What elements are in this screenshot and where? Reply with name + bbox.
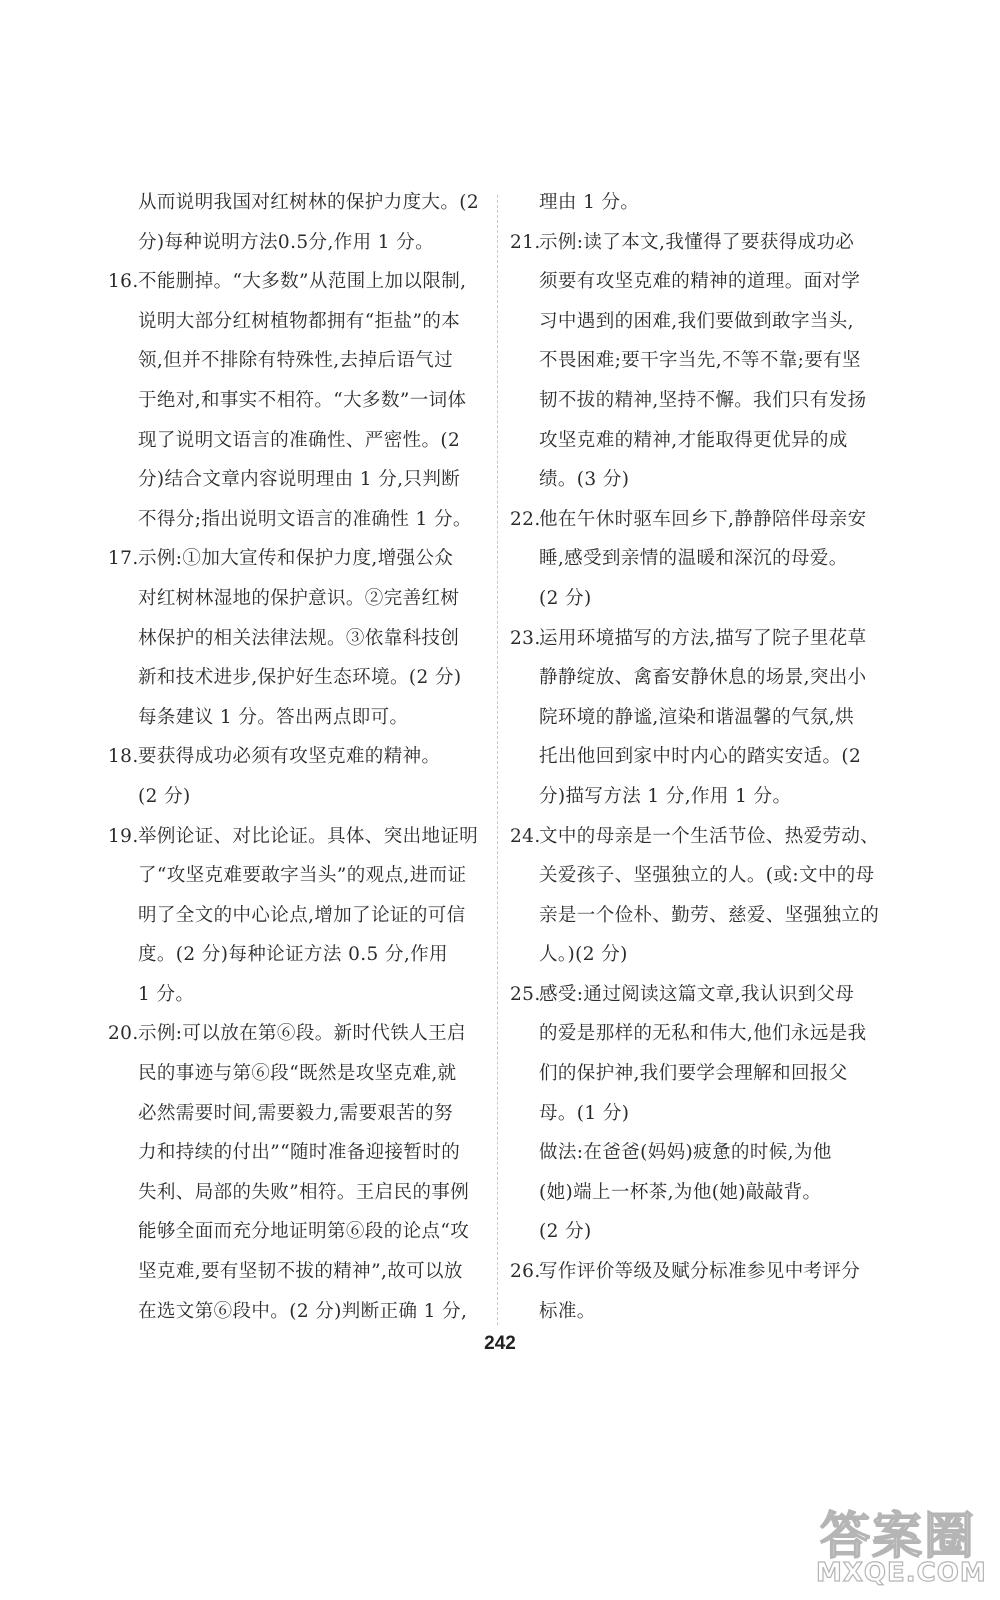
answer-text-line: 睡,感受到亲情的温暖和深沉的母爱。 (539, 548, 848, 570)
answer-text-line: (2 分) (539, 1221, 592, 1243)
answer-text-line: 度。(2 分)每种论证方法 0.5 分,作用 (138, 944, 448, 966)
answer-text-line: 静静绽放、禽畜安静休息的场景,突出小 (539, 667, 867, 689)
answer-text-line: 须要有攻坚克难的精神的道理。面对学 (539, 271, 861, 293)
answer-number: 18. (108, 746, 139, 768)
answer-text-line: 领,但并不排除有特殊性,去掉后语气过 (138, 350, 453, 372)
answer-text-line: 理由 1 分。 (539, 192, 640, 213)
answer-text-line: 分)每种说明方法0.5分,作用 1 分。 (138, 231, 435, 253)
answer-text-line: 力和持续的付出”“随时准备迎接暂时的 (138, 1142, 461, 1164)
answer-number: 25. (510, 983, 541, 1005)
answer-text-line: 1 分。 (138, 983, 195, 1005)
answer-text-line: 运用环境描写的方法,描写了院子里花草 (539, 627, 867, 649)
answer-text-line: 每条建议 1 分。答出两点即可。 (138, 706, 409, 728)
answer-text-line: 民的事迹与第⑥段“既然是攻坚克难,就 (138, 1063, 457, 1085)
watermark-bottom-text: MXQE.COM (816, 1558, 987, 1588)
answer-text-line: 林保护的相关法律法规。③依靠科技创 (138, 627, 460, 649)
answer-text-line: 说明大部分红树植物都拥有“拒盐”的本 (138, 310, 461, 332)
watermark-logo (812, 1496, 988, 1596)
answer-text-line: 人。)(2 分) (539, 944, 628, 966)
answer-text-line: 亲是一个俭朴、勤劳、慈爱、坚强独立的 (539, 904, 880, 926)
answer-text-line: (她)端上一杯茶,为他(她)敲敲背。 (539, 1181, 822, 1203)
answer-number: 23. (510, 627, 541, 649)
answer-text-line: 示例:读了本文,我懂得了要获得成功必 (539, 231, 855, 253)
answer-number: 20. (108, 1023, 139, 1045)
answer-text-line: 必然需要时间,需要毅力,需要艰苦的努 (138, 1102, 453, 1124)
answer-number: 22. (510, 508, 541, 530)
answer-number: 17. (108, 548, 139, 570)
answer-text-line: (2 分) (138, 785, 191, 807)
answer-text-line: 示例:可以放在第⑥段。新时代铁人王启 (138, 1023, 466, 1045)
answer-text-line: 母。(1 分) (539, 1102, 630, 1124)
answer-item (108, 817, 493, 1015)
left-column (108, 183, 493, 1331)
answer-text-line: 分)描写方法 1 分,作用 1 分。 (539, 785, 792, 807)
answer-text-line: 明了全文的中心论点,增加了论证的可信 (138, 904, 466, 926)
answer-item (510, 619, 865, 817)
answer-item (108, 539, 493, 737)
watermark-top-text: 答案圈 (820, 1507, 976, 1565)
right-column (510, 183, 880, 1331)
answer-text-line: 不畏困难;要干字当先,不等不靠;要有坚 (539, 350, 861, 372)
answer-text-line: 习中遇到的困难,我们要做到敢字当头, (539, 310, 854, 332)
answer-number: 26. (510, 1261, 541, 1283)
answer-text-line: 院环境的静谧,渲染和谐温馨的气氛,烘 (539, 706, 854, 728)
answer-item (510, 975, 865, 1252)
answer-text-line: 做法:在爸爸(妈妈)疲惫的时候,为他 (539, 1142, 832, 1164)
answer-text-line: 文中的母亲是一个生活节俭、热爱劳动、 (539, 825, 880, 847)
answer-item (510, 223, 865, 500)
answer-text-line: 托出他回到家中时内心的踏实安适。(2 (539, 746, 862, 768)
answer-item (108, 1014, 493, 1331)
answer-item (510, 817, 880, 975)
answer-text-line: 绩。(3 分) (539, 469, 630, 491)
answer-text-line: 韧不拔的精神,坚持不懈。我们只有发扬 (539, 389, 867, 411)
answer-text-line: 写作评价等级及赋分标准参见中考评分 (539, 1261, 861, 1283)
answer-text-line: 示例:①加大宣传和保护力度,增强公众 (138, 548, 454, 570)
answer-number: 21. (510, 231, 541, 253)
answer-item (108, 262, 493, 539)
answer-text-line: 从而说明我国对红树林的保护力度大。(2 (138, 192, 480, 213)
answer-text-line: 能够全面而充分地证明第⑥段的论点“攻 (138, 1221, 470, 1243)
answer-text-line: 失利、局部的失败”相符。王启民的事例 (138, 1181, 470, 1203)
answer-number: 16. (108, 271, 139, 293)
answer-text-line: 对红树林湿地的保护意识。②完善红树 (138, 587, 460, 609)
page-number: 242 (484, 1333, 516, 1354)
answer-text-line: 标准。 (539, 1300, 596, 1322)
answer-item (138, 183, 493, 262)
answer-text-line: 于绝对,和事实不相符。“大多数”一词体 (138, 389, 467, 411)
answer-text-line: 关爱孩子、坚强独立的人。(或:文中的母 (539, 865, 875, 887)
answer-text-line: 现了说明文语言的准确性、严密性。(2 (138, 429, 461, 451)
answer-item (510, 500, 865, 619)
answer-text-line: 的爱是那样的无私和伟大,他们永远是我 (539, 1023, 867, 1045)
answer-text-line: 举例论证、对比论证。具体、突出地证明 (138, 825, 479, 847)
answer-number: 24. (510, 825, 541, 847)
answer-number: 19. (108, 825, 139, 847)
answer-text-line: 他在午休时驱车回乡下,静静陪伴母亲安 (539, 508, 867, 530)
answer-text-line: (2 分) (539, 587, 592, 609)
column-divider (497, 195, 498, 1325)
answer-text-line: 不能删掉。“大多数”从范围上加以限制, (138, 271, 467, 293)
answer-item (510, 183, 865, 223)
answer-item (510, 1252, 865, 1331)
answer-text-line: 坚克难,要有坚韧不拔的精神”,故可以放 (138, 1261, 463, 1283)
answer-text-line: 攻坚克难的精神,才能取得更优异的成 (539, 429, 848, 451)
answer-text-line: 在选文第⑥段中。(2 分)判断正确 1 分, (138, 1300, 468, 1322)
answer-text-line: 们的保护神,我们要学会理解和回报父 (539, 1063, 848, 1085)
answer-text-line: 不得分;指出说明文语言的准确性 1 分。 (138, 508, 472, 530)
answer-text-line: 分)结合文章内容说明理由 1 分,只判断 (138, 469, 461, 491)
answer-item (108, 737, 493, 816)
answer-text-line: 要获得成功必须有攻坚克难的精神。 (138, 746, 441, 768)
answer-text-line: 了“攻坚克难要敢字当头”的观点,进而证 (138, 865, 467, 887)
answer-text-line: 新和技术进步,保护好生态环境。(2 分) (138, 667, 462, 689)
answer-text-line: 感受:通过阅读这篇文章,我认识到父母 (539, 983, 855, 1005)
